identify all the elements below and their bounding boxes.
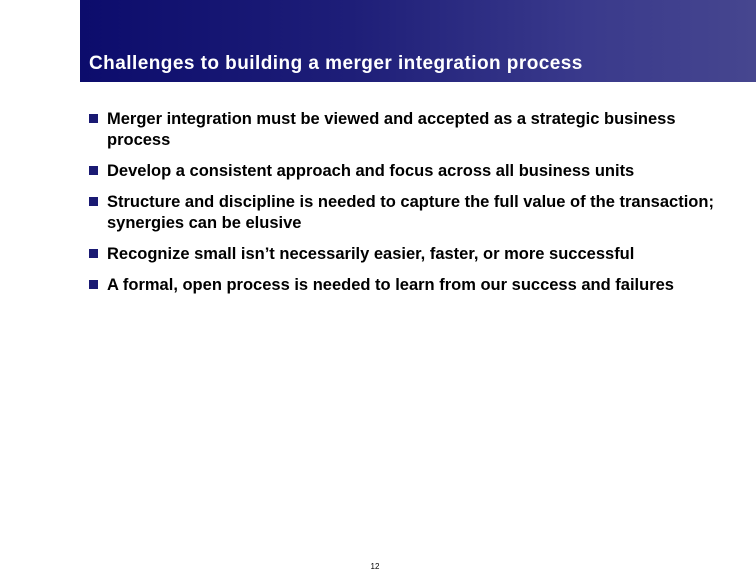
- bullet-item: [88, 109, 718, 151]
- bullet-text: Structure and discipline is needed to capture the full value of the transaction; synergies can be elusive: [107, 193, 714, 232]
- bullet-text: Merger integration must be viewed and accepted as a strategic business process: [107, 110, 676, 149]
- square-bullet-icon: [89, 280, 98, 289]
- square-bullet-icon: [89, 166, 98, 175]
- bullet-text: A formal, open process is needed to learn from our success and failures: [107, 276, 674, 294]
- bullet-text: Develop a consistent approach and focus across all business units: [107, 162, 635, 180]
- bullet-item: [88, 244, 718, 265]
- bullet-item: [88, 275, 718, 296]
- square-bullet-icon: [89, 114, 98, 123]
- bullet-text: Recognize small isn’t necessarily easier, faster, or more successful: [107, 245, 635, 263]
- square-bullet-icon: [89, 249, 98, 258]
- slide-title: Challenges to building a merger integration process: [89, 53, 583, 74]
- title-banner: [80, 0, 756, 82]
- bullet-item: [88, 161, 718, 182]
- bullet-item: [88, 192, 718, 234]
- page-number: 12: [370, 562, 380, 571]
- bullet-list: [88, 109, 718, 306]
- square-bullet-icon: [89, 197, 98, 206]
